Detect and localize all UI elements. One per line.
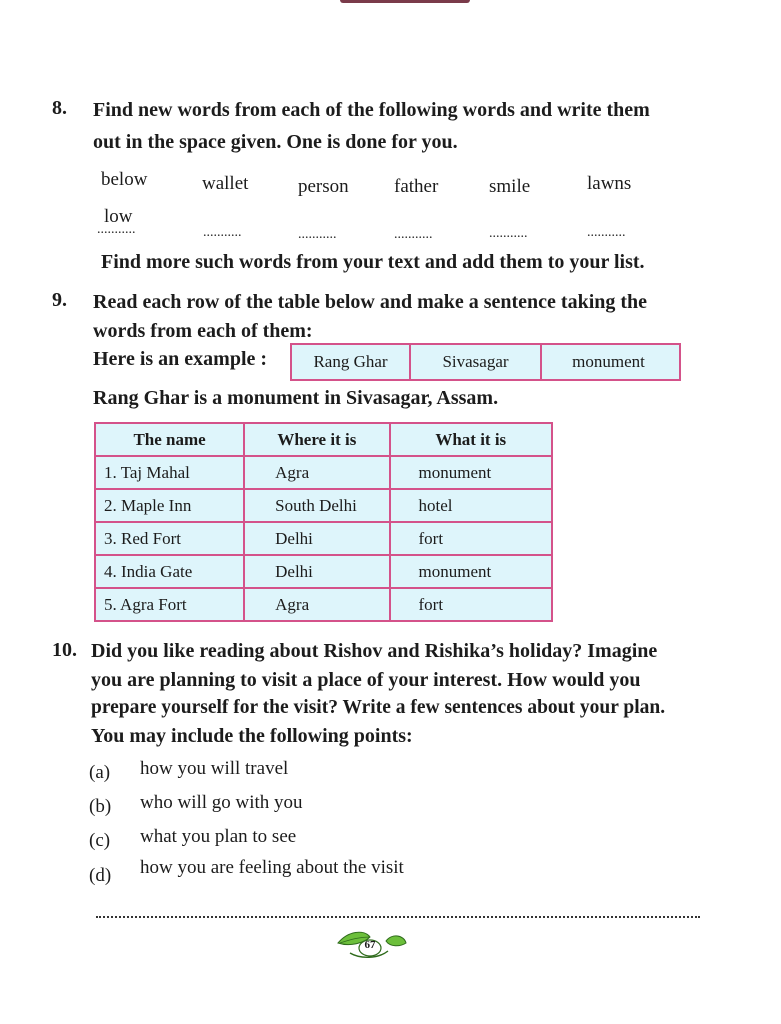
q10-line1: Did you like reading about Rishov and Rishika’s holiday? Imagine: [91, 640, 658, 662]
q9-example-sentence: Rang Ghar is a monument in Sivasagar, Assam.: [93, 387, 499, 409]
q8-answer-blank[interactable]: ...........: [489, 226, 528, 241]
cell-name: 4. India Gate: [95, 555, 244, 588]
cell-what: fort: [390, 588, 553, 621]
example-cell-place: Sivasagar: [411, 345, 542, 379]
places-table: [94, 422, 553, 622]
q8-example-answer: low: [104, 206, 133, 227]
table-row: [95, 588, 552, 621]
option-text-c: what you plan to see: [140, 826, 297, 847]
q8-word-below: below: [101, 169, 148, 190]
q8-word-wallet: wallet: [202, 173, 249, 194]
table-row: [95, 489, 552, 522]
example-cell-type: monument: [572, 352, 645, 371]
option-letter-d: (d): [89, 865, 112, 886]
q9-number: 9.: [52, 289, 67, 311]
q8-answer-blank[interactable]: ...........: [203, 225, 242, 240]
table-row: [95, 555, 552, 588]
q8-answer-blank[interactable]: ...........: [97, 222, 136, 237]
cell-where: Delhi: [244, 522, 389, 555]
cell-where: Agra: [244, 588, 389, 621]
option-text-d: how you are feeling about the visit: [140, 857, 404, 878]
page-number: 67: [364, 939, 376, 951]
q8-word-lawns: lawns: [587, 173, 632, 194]
cell-where: Agra: [244, 456, 389, 489]
option-letter-c: (c): [89, 830, 111, 851]
table-header-row: [95, 423, 552, 456]
q8-word-father: father: [394, 176, 439, 197]
cell-where: South Delhi: [244, 489, 389, 522]
option-text-a: how you will travel: [140, 758, 289, 779]
header-name: The name: [95, 423, 244, 456]
example-cell-name: Rang Ghar: [292, 345, 411, 379]
answer-writing-line[interactable]: [96, 916, 700, 918]
option-letter-a: (a): [89, 762, 111, 783]
q8-answer-blank[interactable]: ...........: [394, 227, 433, 242]
cell-name: 2. Maple Inn: [95, 489, 244, 522]
option-text-b: who will go with you: [140, 792, 303, 813]
q9-line1: Read each row of the table below and make a sentence taking the: [93, 291, 648, 313]
cell-name: 1. Taj Mahal: [95, 456, 244, 489]
cell-name: 5. Agra Fort: [95, 588, 244, 621]
q8-line2: out in the space given. One is done for you.: [93, 131, 458, 153]
q8-answer-blank[interactable]: ...........: [587, 225, 626, 240]
table-row: [95, 522, 552, 555]
cell-what: hotel: [390, 489, 553, 522]
cell-what: fort: [390, 522, 553, 555]
cell-what: monument: [390, 555, 553, 588]
q8-number: 8.: [52, 97, 67, 119]
q8-word-smile: smile: [489, 176, 531, 197]
cell-what: monument: [390, 456, 553, 489]
header-where: Where it is: [244, 423, 389, 456]
q10-line4: You may include the following points:: [91, 725, 413, 747]
q10-line2: you are planning to visit a place of your interest. How would you: [91, 669, 641, 691]
q8-line1: Find new words from each of the following words and write them: [93, 99, 650, 121]
header-what: What it is: [390, 423, 553, 456]
q8-word-person: person: [298, 176, 349, 197]
table-row: [95, 456, 552, 489]
q9-example-label: Here is an example :: [93, 348, 268, 370]
q10-number: 10.: [52, 639, 77, 661]
q10-line3: prepare yourself for the visit? Write a few sentences about your plan.: [91, 697, 666, 718]
cell-name: 3. Red Fort: [95, 522, 244, 555]
q9-line2: words from each of them:: [93, 320, 313, 342]
q8-more-words: Find more such words from your text and add them to your list.: [101, 251, 645, 273]
option-letter-b: (b): [89, 796, 112, 817]
top-decoration-line: [340, 0, 470, 3]
cell-where: Delhi: [244, 555, 389, 588]
example-row: [290, 343, 681, 381]
q8-answer-blank[interactable]: ...........: [298, 227, 337, 242]
